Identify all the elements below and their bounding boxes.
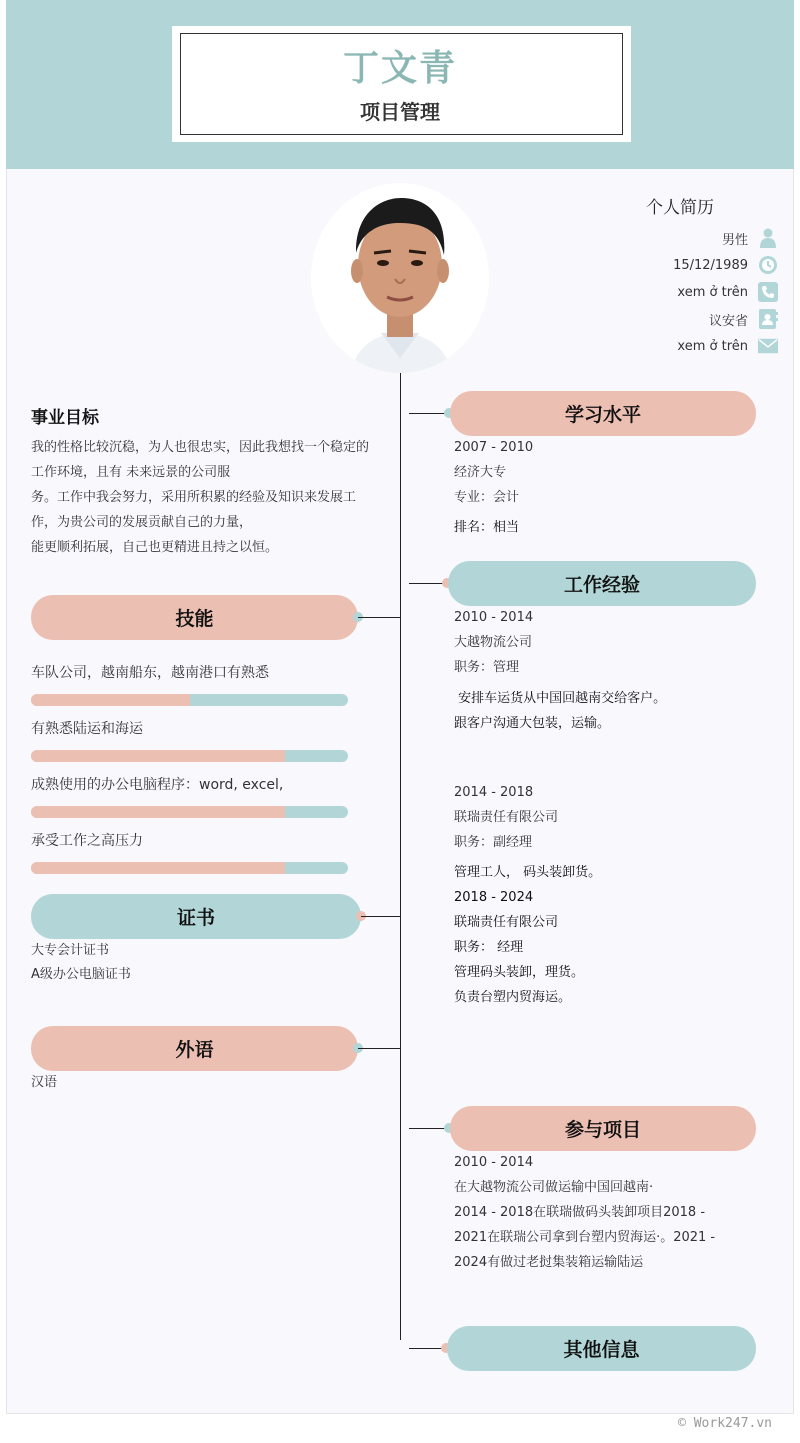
mail-icon [758,336,778,356]
skill-bar-fill [31,750,285,762]
objective-title: 事业目标 [31,408,99,428]
project-line: 2014 - 2018在联瑞做码头装卸项目2018 - [454,1205,706,1220]
skills-header: 技能 [31,595,358,640]
job-period: 2014 - 2018 [454,785,534,800]
gender-text: 男性 [721,232,748,248]
objective-line: 作，为贵公司的发展贡献自己的力量， [31,515,253,530]
education-degree: 经济大专 [454,465,507,480]
skill-bar [31,806,348,818]
info-birthday [673,253,778,277]
objective-line: 能更顺利拓展，自己也更精进且持之以恒。 [31,540,279,555]
clock-icon [758,255,778,275]
phone-text: xem ở trên [677,284,748,300]
education-header: 学习水平 [450,391,756,436]
job-description: 管理工人， 码头装卸货。 [454,865,602,880]
contact-card-icon [758,309,778,329]
objective-line: 工作环境，且有 未来远景的公司服 [31,465,231,480]
skill-label: 成熟使用的办公电脑程序：word, excel, [31,777,284,793]
experience-header: 工作经验 [448,561,756,606]
job-description: 安排车运货从中国回越南交给客户。 [454,691,667,706]
certificate-item: A级办公电脑证书 [31,967,131,982]
languages-header: 外语 [31,1026,358,1071]
projects-connector-line [409,1128,447,1129]
address-text: 议安省 [708,313,748,329]
certificates-connector-line [361,916,400,917]
education-period: 2007 - 2010 [454,440,534,455]
project-line: 2024有做过老挝集装箱运输陆运 [454,1255,644,1270]
email-text: xem ở trên [677,338,748,354]
job-period: 2018 - 2024 [454,890,534,905]
projects-header: 参与项目 [450,1106,756,1151]
candidate-name: 丁文青 [342,48,457,89]
birthday-text: 15/12/1989 [673,257,748,273]
skill-bar [31,750,348,762]
education-major: 专业：会计 [454,490,520,505]
other-header: 其他信息 [447,1326,756,1371]
languages-connector-line [358,1048,400,1049]
project-line: 2021在联瑞公司拿到台塑内贸海运·。2021 - [454,1230,716,1245]
job-description: 负责台塑内贸海运。 [454,990,572,1005]
job-company: 联瑞责任有限公司 [454,810,559,825]
education-connector-line [409,413,447,414]
skill-bar [31,694,348,706]
job-role: 职务：管理 [454,660,520,675]
objective-line: 务。工作中我会努力，采用所积累的经验及知识来发展工 [31,490,357,505]
user-icon [758,228,778,248]
job-company: 联瑞责任有限公司 [454,915,559,930]
skill-bar-fill [31,694,190,706]
language-item: 汉语 [31,1075,58,1090]
other-connector-line [409,1348,445,1349]
skill-label: 承受工作之高压力 [31,833,143,849]
objective-text [31,435,403,560]
project-period: 2010 - 2014 [454,1155,534,1170]
project-description [454,1175,754,1275]
phone-icon [758,282,778,302]
skill-bar-fill [31,862,285,874]
skill-bar-fill [31,806,285,818]
info-email [677,334,778,358]
certificate-item: 大专会计证书 [31,943,110,958]
skill-label: 车队公司，越南船东，越南港口有熟悉 [31,665,269,681]
skill-label: 有熟悉陆运和海运 [31,721,143,737]
cv-title: 个人简历 [646,198,714,218]
footer-watermark: © Work247.vn [678,1416,772,1431]
info-phone [677,280,778,304]
skill-bar [31,862,348,874]
project-line: 在大越物流公司做运输中国回越南· [454,1180,654,1195]
certificates-header: 证书 [31,894,361,939]
info-gender [722,226,778,250]
profile-photo [311,183,489,373]
skills-connector-line [358,617,400,618]
job-period: 2010 - 2014 [454,610,534,625]
candidate-position: 项目管理 [360,100,440,124]
objective-line: 我的性格比较沉稳，为人也很忠实，因此我想找一个稳定的 [31,440,370,455]
job-role: 职务：副经理 [454,835,533,850]
job-role: 职务： 经理 [454,940,524,955]
job-description: 跟客户沟通大包装，运输。 [454,716,611,731]
job-description: 管理码头装卸，理货。 [454,965,585,980]
info-address [709,307,778,331]
education-rank: 排名：相当 [454,520,520,535]
job-company: 大越物流公司 [454,635,533,650]
